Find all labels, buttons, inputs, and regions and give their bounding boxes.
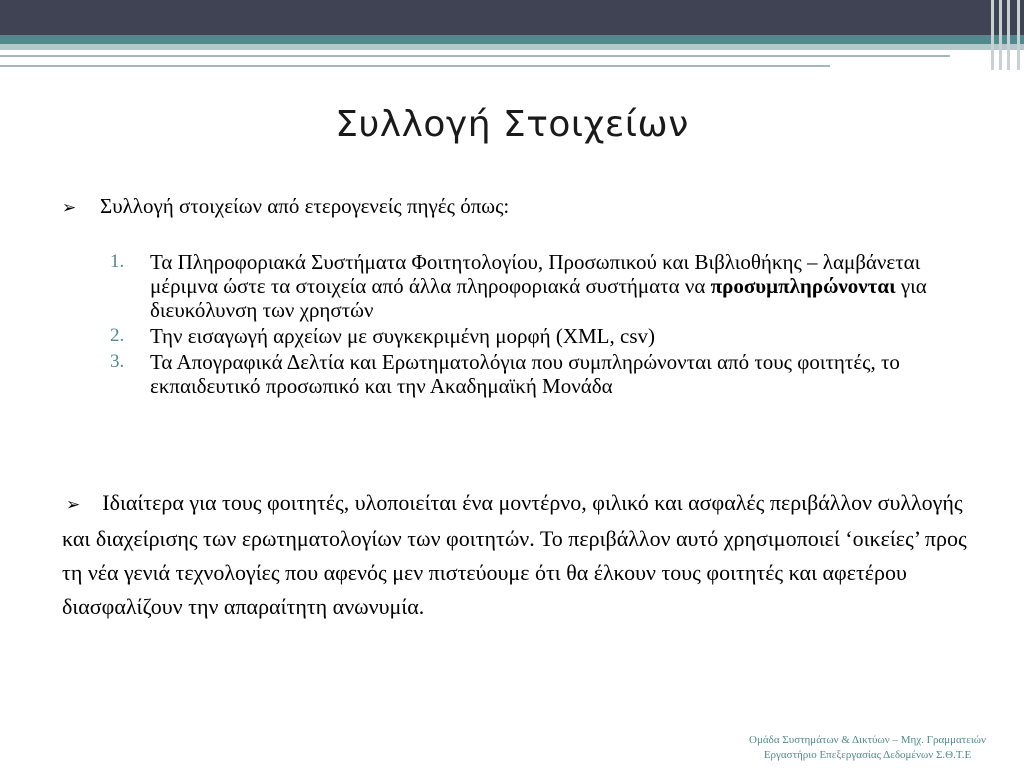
bold-text: προσυμπληρώνονται — [710, 274, 896, 298]
header-gray-band — [0, 44, 1024, 50]
list-item-text: Τα Απογραφικά Δελτία και Ερωτηματολόγια που συμπληρώνονται από τους φοιτητές, το εκπαιδευτικό προσωπικό και την Ακαδημαϊκή Μονάδα — [150, 350, 900, 398]
header-teal-band — [0, 35, 1024, 44]
paragraph-text: Ιδιαίτερα για τους φοιτητές, υλοποιείται ένα μοντέρνο, φιλικό και ασφαλές περιβάλλον συλλογής και διαχείρισης των ερωτηματολογίων των φοιτητών. Το περιβάλλον αυτό χρησιμοποιεί ‘οικείες’ προς τη νέα γενιά τεχνολογίες που αφενός μεν πιστεύουμε ότι θα έλκουν τους φοιτητές και αφετέρου διασφαλίζουν την απαραίτητη ανωνυμία. — [62, 490, 967, 619]
footer-line: Εργαστήριο Επεξεργασίας Δεδομένων Σ.Θ.Τ.Ε — [763, 749, 972, 761]
bullet-text: Συλλογή στοιχείων από ετερογενείς πηγές όπως: — [100, 194, 510, 218]
footer-line: Ομάδα Συστημάτων & Δικτύων – Μηχ. Γραμματειών — [749, 734, 986, 746]
list-item-text: Την εισαγωγή αρχείων με συγκεκριμένη μορφή (XML, csv) — [150, 324, 655, 348]
list-number: 3. — [110, 351, 125, 372]
arrow-bullet-icon: ➢ — [66, 495, 81, 515]
list-item — [110, 250, 970, 322]
body-paragraph — [62, 486, 982, 624]
header-rule-line — [0, 55, 950, 57]
slide-footer — [749, 733, 986, 763]
numbered-list — [110, 250, 970, 400]
list-item — [110, 350, 970, 398]
header-rule-line — [0, 65, 830, 67]
list-number: 2. — [110, 325, 125, 346]
header-stripes — [987, 0, 1024, 70]
slide-title: Συλλογή Στοιχείων — [335, 104, 689, 145]
list-item — [110, 324, 970, 348]
list-number: 1. — [110, 251, 125, 272]
list-item-text: Τα Πληροφοριακά Συστήματα Φοιτητολογίου, Προσωπικού και Βιβλιοθήκης – λαμβάνεται μέριμνα ώστε τα στοιχεία από άλλα πληροφοριακά συστήματα να προσυμπληρώνονται για διευκόλυνση των χρηστών — [150, 250, 927, 322]
header-dark-band — [0, 0, 1024, 35]
arrow-bullet-icon: ➢ — [62, 198, 77, 218]
